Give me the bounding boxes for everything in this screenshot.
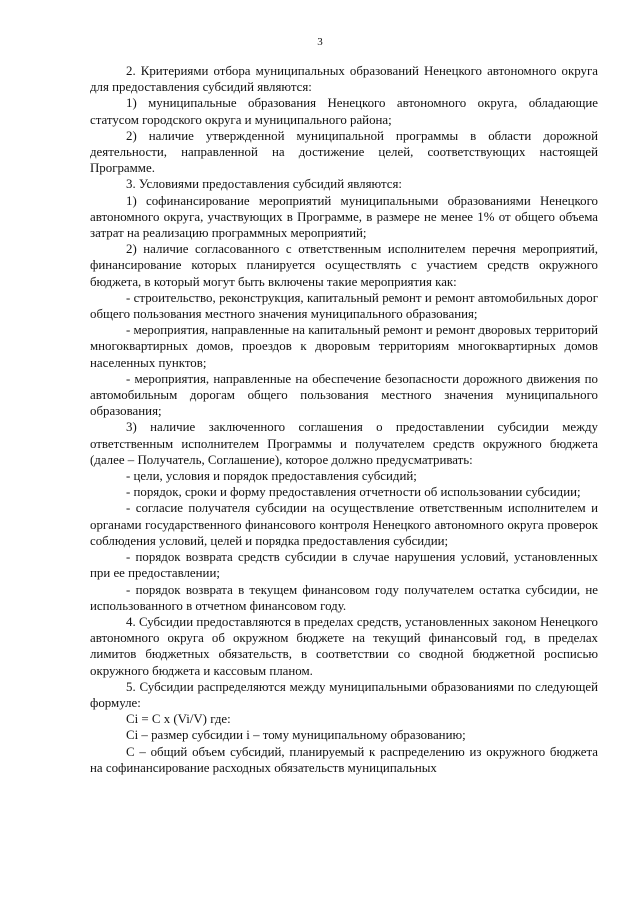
paragraph: C – общий объем субсидий, планируемый к распределению из окружного бюджета на софинансирование расходных обязательств муниципальных: [90, 744, 598, 775]
paragraph: - мероприятия, направленные на обеспечение безопасности дорожного движения по автомобильным дорогам общего пользования местного значения муниципального образования;: [90, 371, 598, 419]
paragraph: - цели, условия и порядок предоставления субсидий;: [126, 469, 417, 484]
paragraph: 5. Субсидии распределяются между муниципальными образованиями по следующей формуле:: [90, 679, 598, 710]
paragraph: 3. Условиями предоставления субсидий являются:: [126, 177, 403, 192]
document-body: [90, 63, 598, 776]
paragraph: 2) наличие согласованного с ответственным исполнителем перечня мероприятий, финансирование которых планируется осуществлять с участием средств окружного бюджета, в который могут быть включены такие мероприятия как:: [90, 242, 598, 289]
paragraph: - мероприятия, направленные на капитальный ремонт и ремонт дворовых территорий многоквартирных домов, проездов к дворовым территориям многоквартирных домов населенных пунктов;: [90, 323, 598, 370]
paragraph: 1) софинансирование мероприятий муниципальными образованиями Ненецкого автономного округа, участвующих в Программе, в размере не менее 1% от общего объема затрат на реализацию программных мероприятий;: [90, 193, 598, 241]
page-number: 3: [317, 36, 323, 48]
paragraph: 3) наличие заключенного соглашения о предоставлении субсидии между ответственным исполнителем Программы и получателем средств окружного бюджета (далее – Получатель, Соглашение), которое должно предусматривать:: [90, 420, 598, 467]
paragraph: 2. Критериями отбора муниципальных образований Ненецкого автономного округа для предоставления субсидий являются:: [90, 64, 598, 95]
formula: Ci = C x (Vi/V) где:: [126, 712, 231, 727]
paragraph: 2) наличие утвержденной муниципальной программы в области дорожной деятельности, направленной на достижение целей, соответствующих настоящей Программе.: [90, 128, 598, 176]
paragraph: Ci – размер субсидии i – тому муниципальному образованию;: [126, 728, 466, 743]
paragraph: - строительство, реконструкция, капитальный ремонт и ремонт автомобильных дорог общего пользования местного значения муниципального образования;: [90, 290, 598, 322]
paragraph: 1) муниципальные образования Ненецкого автономного округа, обладающие статусом городского округа и муниципального района;: [90, 96, 598, 127]
paragraph: - согласие получателя субсидии на осуществление ответственным исполнителем и органами государственного финансового контроля Ненецкого автономного округа проверок соблюдения условий, целей и порядка предоставления субсидии;: [90, 501, 598, 548]
paragraph: 4. Субсидии предоставляются в пределах средств, установленных законом Ненецкого автономного округа об окружном бюджете на текущий финансовый год, в пределах лимитов бюджетных обязательств, в соответствии со сводной бюджетной росписью окружного бюджета и кассовым планом.: [90, 614, 598, 678]
paragraph: - порядок возврата в текущем финансовом году получателем остатка субсидии, не использованного в отчетном финансовом году.: [90, 582, 598, 613]
paragraph: - порядок возврата средств субсидии в случае нарушения условий, установленных при ее предоставлении;: [90, 550, 598, 581]
paragraph: - порядок, сроки и форму предоставления отчетности об использовании субсидии;: [126, 485, 581, 500]
